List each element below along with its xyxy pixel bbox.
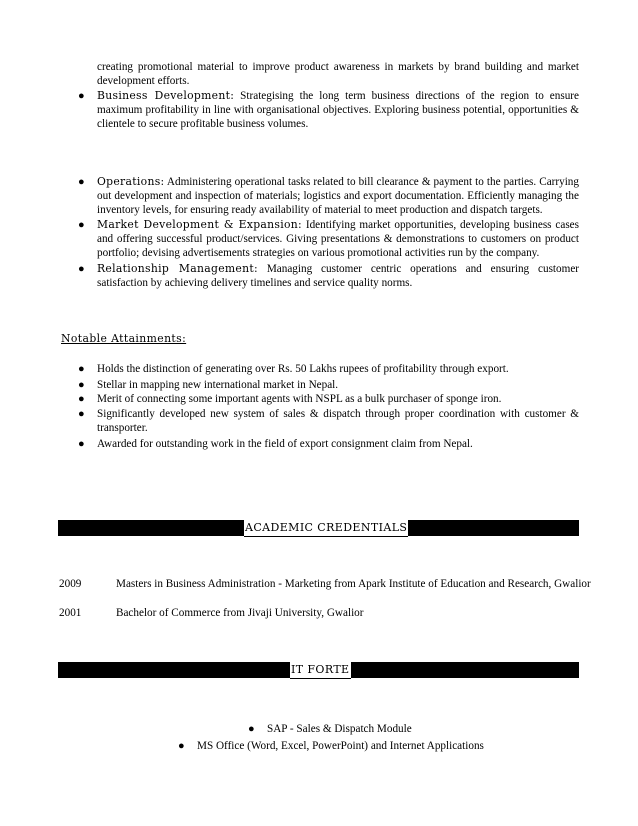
bullet-dot-icon: ● <box>78 408 85 420</box>
it-item-text: MS Office (Word, Excel, PowerPoint) and Internet Applications <box>197 740 484 752</box>
academic-heading: ACADEMIC CREDENTIALS <box>244 520 408 537</box>
attainment-item <box>78 392 579 406</box>
edu-year: 2001 <box>59 607 82 619</box>
bullet-dot-icon: ● <box>78 438 85 450</box>
bullet-text: Identifying market opportunities, developing business cases and offering successful product/services. Giving presentations & demonstrations to customers on product portfolio; devising advertisements strategies on various promotional activities run by the company. <box>97 219 579 260</box>
bullet-dot-icon: ● <box>248 723 255 735</box>
bullet-text: Strategising the long term business directions of the region to ensure maximum profitability in line with organisational objectives. Exploring business potential, opportunities & clientele to secure profitable business volumes. <box>97 90 579 131</box>
it-heading: IT FORTE <box>290 662 351 679</box>
bullet-operations <box>78 175 579 218</box>
bullet-business-development <box>78 89 579 132</box>
edu-description: Masters in Business Administration - Marketing from Apark Institute of Education and Research, Gwalior <box>116 578 591 590</box>
bullet-title: Business Development: <box>97 89 235 102</box>
attainment-text: Stellar in mapping new international market in Nepal. <box>97 379 339 391</box>
academic-section-bar <box>58 520 579 536</box>
attainment-text: Holds the distinction of generating over Rs. 50 Lakhs rupees of profitability through export. <box>97 363 509 375</box>
bullet-dot-icon: ● <box>78 176 85 188</box>
bullet-relationship-management <box>78 262 580 290</box>
attainments-heading: Notable Attainments: <box>61 332 187 345</box>
attainment-item <box>78 378 579 392</box>
bullet-text: Administering operational tasks related to bill clearance & payment to the parties. Carrying out development and inspection of materials; logistics and export documentation. Efficiently managing the inventory levels, for ensuring ready availability of material to meet production and dispatch targets. <box>97 176 579 217</box>
bullet-title: Relationship Management: <box>97 262 258 275</box>
bullet-dot-icon: ● <box>78 219 85 231</box>
bullet-dot-icon: ● <box>78 90 85 102</box>
it-item-text: SAP - Sales & Dispatch Module <box>267 723 412 735</box>
edu-description: Bachelor of Commerce from Jivaji University, Gwalior <box>116 607 364 619</box>
bullet-dot-icon: ● <box>78 379 85 391</box>
bullet-dot-icon: ● <box>78 363 85 375</box>
bullet-title: Operations: <box>97 175 165 188</box>
attainment-text: Significantly developed new system of sales & dispatch through proper coordination with customer & transporter. <box>97 408 579 435</box>
it-item <box>178 739 484 753</box>
bullet-dot-icon: ● <box>78 263 85 275</box>
it-item <box>248 722 412 736</box>
bullet-text: Managing customer centric operations and ensuring customer satisfaction by achieving delivery timelines and service quality norms. <box>97 263 580 290</box>
attainment-item <box>78 362 579 376</box>
attainment-text: Awarded for outstanding work in the field of export consignment claim from Nepal. <box>97 438 473 450</box>
edu-year: 2009 <box>59 578 82 590</box>
bullet-dot-icon: ● <box>78 393 85 405</box>
bullet-market-development <box>78 218 579 261</box>
bullet-title: Market Development & Expansion: <box>97 218 302 231</box>
bullet-dot-icon: ● <box>178 740 185 752</box>
attainment-text: Merit of connecting some important agents with NSPL as a bulk purchaser of sponge iron. <box>97 393 502 405</box>
intro-paragraph: creating promotional material to improve product awareness in markets by brand building and market development efforts. <box>97 61 579 88</box>
attainment-item <box>78 407 579 435</box>
it-section-bar <box>58 662 579 678</box>
attainment-item <box>78 437 579 451</box>
